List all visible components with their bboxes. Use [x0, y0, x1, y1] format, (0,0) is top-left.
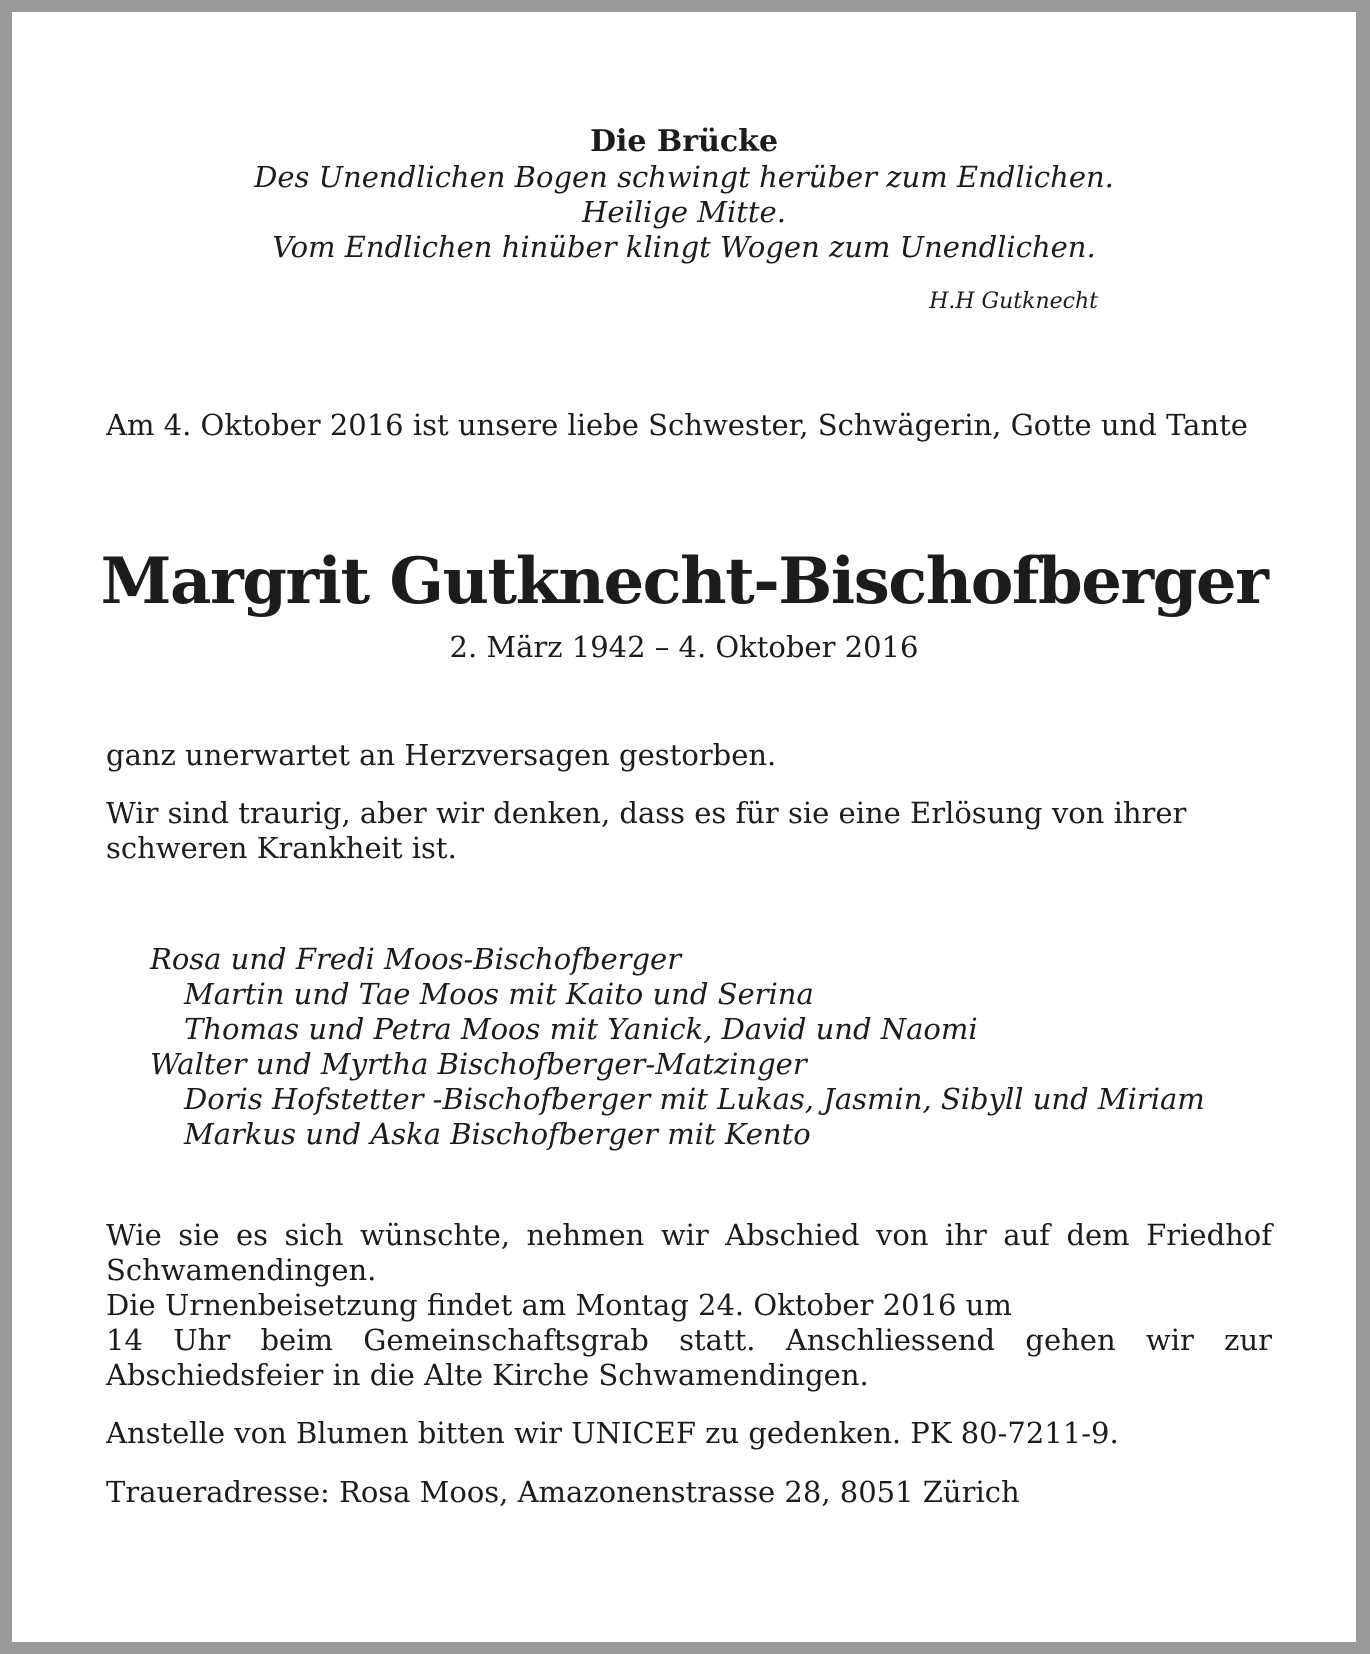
life-dates: 2. März 1942 – 4. Oktober 2016: [449, 630, 919, 664]
intro-text: Am 4. Oktober 2016 ist unsere liebe Schwester, Schwägerin, Gotte und Tante: [106, 408, 1248, 442]
ceremony-text: [106, 1218, 1272, 1393]
mourner-line: Doris Hofstetter -Bischofberger mit Lukas, Jasmin, Sibyll und Miriam: [184, 1082, 1205, 1116]
poem-line: Vom Endlichen hinüber klingt Wogen zum Unendlichen.: [272, 230, 1096, 264]
mourner-line: Markus und Aska Bischofberger mit Kento: [184, 1117, 811, 1151]
mourner-line: Rosa und Fredi Moos-Bischofberger: [150, 942, 682, 976]
poem-line: Des Unendlichen Bogen schwingt herüber zum Endlichen.: [254, 160, 1114, 194]
cause-text: ganz unerwartet an Herzversagen gestorben.: [106, 738, 777, 772]
mourners-list: [150, 942, 1280, 1152]
mourner-line: Martin und Tae Moos mit Kaito und Serina: [184, 977, 814, 1011]
ceremony-line-1: Wie sie es sich wünschte, nehmen wir Abschied von ihr auf dem Friedhof Schwamendingen.: [106, 1218, 1272, 1287]
poem-line: Heilige Mitte.: [582, 195, 786, 229]
mourner-line: Walter und Myrtha Bischofberger-Matzinger: [150, 1047, 807, 1081]
donation-text: Anstelle von Blumen bitten wir UNICEF zu gedenken. PK 80-7211-9.: [106, 1416, 1119, 1450]
ceremony-line-2: Die Urnenbeisetzung findet am Montag 24. Oktober 2016 um: [106, 1288, 1012, 1322]
poem-title: Die Brücke: [589, 124, 779, 159]
obituary-page: [12, 12, 1356, 1642]
address-text: Traueradresse: Rosa Moos, Amazonenstrasse 28, 8051 Zürich: [106, 1475, 1020, 1509]
sentiment-text: Wir sind traurig, aber wir denken, dass es für sie eine Erlösung von ihrer schweren Krankheit ist.: [106, 796, 1187, 865]
ceremony-line-3: 14 Uhr beim Gemeinschaftsgrab statt. Anschliessend gehen wir zur Abschiedsfeier in die Alte Kirche Schwamendingen.: [106, 1323, 1272, 1392]
deceased-name: Margrit Gutknecht-Bischofberger: [100, 544, 1268, 619]
poem: [12, 124, 1356, 314]
poem-author: H.H Gutknecht: [929, 289, 1098, 314]
mourner-line: Thomas und Petra Moos mit Yanick, David und Naomi: [184, 1012, 978, 1046]
